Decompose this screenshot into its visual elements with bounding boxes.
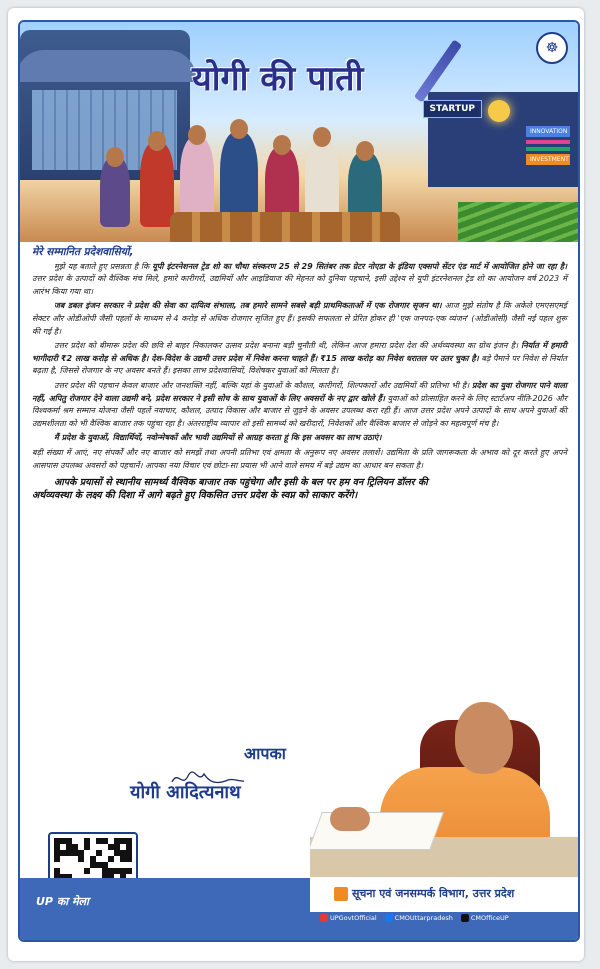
paragraph-4	[32, 380, 567, 430]
p4-text-a: उत्तर प्रदेश की पहचान केवल बाजार और जनशक्ति नहीं, बल्कि यहां के युवाओं के कौशल, कारीगरों, शिल्पकारों और उद्यमियों की प्रतिभा भी है।	[54, 380, 472, 390]
p1-text-bold: यूपी इंटरनेशनल ट्रेड शो का चौथा संस्करण 25 से 29 सितंबर तक ग्रेटर नोएडा के इंडिया एक्सपो सेंटर एंड मार्ट में आयोजित होने जा रहा है।	[152, 261, 567, 271]
farm-field-illustration	[458, 202, 578, 242]
sector-chips	[526, 126, 570, 165]
letter-greeting: मेरे सम्मानित प्रदेशवासियों,	[32, 246, 134, 258]
advertisement-panel	[18, 20, 580, 942]
sign-off-aapka: आपका	[244, 744, 286, 763]
cm-portrait-illustration	[310, 682, 578, 877]
up-mela-tag: UP का मेला	[36, 895, 89, 908]
chip-investment: INVESTMENT	[526, 154, 570, 165]
youtube-icon	[320, 914, 328, 922]
lightbulb-icon	[488, 100, 510, 122]
p3-text-c: बड़े पैमाने पर निवेश से निर्यात बढ़ता है, जिससे रोजगार के नए अवसर बनते हैं। इसका लाभ प्रदेशवासियों, विशेषकर युवाओं को मिलता है।	[32, 353, 567, 376]
paragraph-3	[32, 340, 567, 378]
p1-text-a: मुझे यह बताते हुए प्रसन्नता है कि	[54, 261, 153, 271]
p1-text-c: उत्तर प्रदेश के उत्पादों को वैश्विक मंच मिले, हमारे कारीगरों, उद्यमियों और आइडियाज की मेहनत को दुनिया पहचाने, इसी उद्देश्य से यूपी इंटरनेशनल ट्रेड शो का आयोजन वर्ष 2023 में आरंभ किया गया था।	[32, 274, 567, 296]
social-handles	[320, 914, 509, 922]
facebook-icon	[385, 914, 393, 922]
dept-name	[334, 886, 514, 901]
p6-text: बड़ी संख्या में आएं, नए संपर्कों और नए बाजार को समझें तथा अपनी प्रतिभा एवं क्षमता के अनुरूप नए अवसर तलाशें। उद्यमिता के प्रति जागरूकता के अभाव को दूर करते हुए अपने आसपास उपलब्ध अवसरों को पहचानें। आपका नया विचार एवं छोटा-सा प्रयास भी आने वाले समय में बड़े उद्यम का आधार बन सकता है।	[32, 447, 567, 470]
p4-text-bold: प्रदेश का युवा रोजगार पाने वाला नहीं, अपितु रोजगार देने वाला उद्यमी बने, प्रदेश सरकार ने इसी सोच के साथ युवाओं के लिए अवसरों के नए द्वार खोले हैं।	[32, 380, 567, 403]
chip-innovation: INNOVATION	[526, 126, 570, 137]
dept-logo-icon	[334, 887, 348, 901]
p3-text-a: उत्तर प्रदेश को बीमारू प्रदेश की छवि से बाहर निकालकर उत्सव प्रदेश बनाना बड़ी चुनौती थी, लेकिन आज हमारा प्रदेश देश की अर्थव्यवस्था का ग्रोथ इंजन है।	[54, 341, 522, 351]
paragraph-6	[32, 447, 567, 472]
dept-label: सूचना एवं जनसम्पर्क विभाग, उत्तर प्रदेश	[352, 887, 515, 900]
p2-text-bold: जब डबल इंजन सरकार ने प्रदेश की सेवा का दायित्व संभाला, तब हमारे सामने सबसे बड़ी प्राथमिकताओं में एक रोजगार सृजन था।	[54, 301, 442, 311]
chip-2	[526, 140, 570, 144]
banner-title-wrap	[192, 54, 363, 100]
social-x[interactable]	[461, 914, 509, 922]
signatory-name: योगी आदित्यनाथ	[130, 782, 241, 803]
social-youtube[interactable]	[320, 914, 377, 922]
facebook-handle: CMOUttarpradesh	[394, 914, 453, 922]
social-facebook[interactable]	[385, 914, 453, 922]
startup-sign: STARTUP	[423, 100, 482, 118]
paragraph-5	[32, 432, 567, 445]
youtube-handle: UPGovtOfficial	[330, 914, 377, 922]
letter-closing: आपके प्रयासों से स्थानीय सामर्थ्य वैश्विक बाजार तक पहुंचेगा और इसी के बल पर हम वन ट्रिलियन डॉलर की अर्थव्यवस्था के लक्ष्य की दिशा में आगे बढ़ते हुए विकसित उत्तर प्रदेश के स्वप्न को साकार करेंगे।	[32, 477, 428, 502]
p5-text-bold: मैं प्रदेश के युवाओं, विद्यार्थियों, नवोन्मेषकों और भावी उद्यमियों से आग्रह करता हूं कि इस अवसर का लाभ उठाएं।	[54, 433, 382, 443]
p3-text-bold: निर्यात में हमारी भागीदारी ₹2 लाख करोड़ से अधिक है। देश-विदेश के उद्यमी उत्तर प्रदेश में निवेश करना चाहते हैं। ₹15 लाख करोड़ का निवेश धरातल पर उतर चुका है।	[32, 341, 567, 363]
footer-bar	[20, 878, 578, 940]
page-frame	[8, 8, 584, 961]
letter-body	[32, 246, 567, 502]
banner-title: योगी की पाती	[192, 59, 364, 99]
p4-text-c: युवाओं को प्रोत्साहित करने के लिए स्टार्टअप नीति-2026 और विश्वकर्मा श्रम सम्मान योजना जैसी पहलें नवाचार, कौशल, उत्पाद विकास और बाजार से जुड़ने के अवसर उपलब्ध करा रही हैं। आज उत्तर प्रदेश अपने उत्पादों के साथ अपने युवाओं की उद्यमशीलता को भी वैश्विक बाजार तक पहुंचा रहा है। अंतरराष्ट्रीय व्यापार शो इसी सामर्थ्य को खरीदारों, निवेशकों और वैश्विक बाजार से जोड़ने का महत्वपूर्ण मंच है।	[32, 393, 567, 428]
up-emblem-icon: ☸	[536, 32, 568, 64]
p2-text-b: आज मुझे संतोष है कि अकेले एमएसएमई सेक्टर और ओडीओपी जैसी पहलों के माध्यम से 4 करोड़ से अधिक रोजगार सृजित हुए हैं। इसकी सफलता से प्रेरित होकर ही 'एक जनपद-एक व्यंजन' (ओडीओसी) जैसी नई पहल शुरू की गई है।	[32, 301, 567, 336]
x-handle: CMOfficeUP	[470, 914, 509, 922]
paragraph-1	[32, 261, 567, 299]
handicraft-baskets-illustration	[170, 212, 400, 242]
hero-banner	[20, 22, 578, 242]
people-crowd-illustration	[80, 117, 400, 227]
x-icon	[461, 914, 469, 922]
paragraph-2	[32, 300, 567, 338]
chip-3	[526, 147, 570, 151]
